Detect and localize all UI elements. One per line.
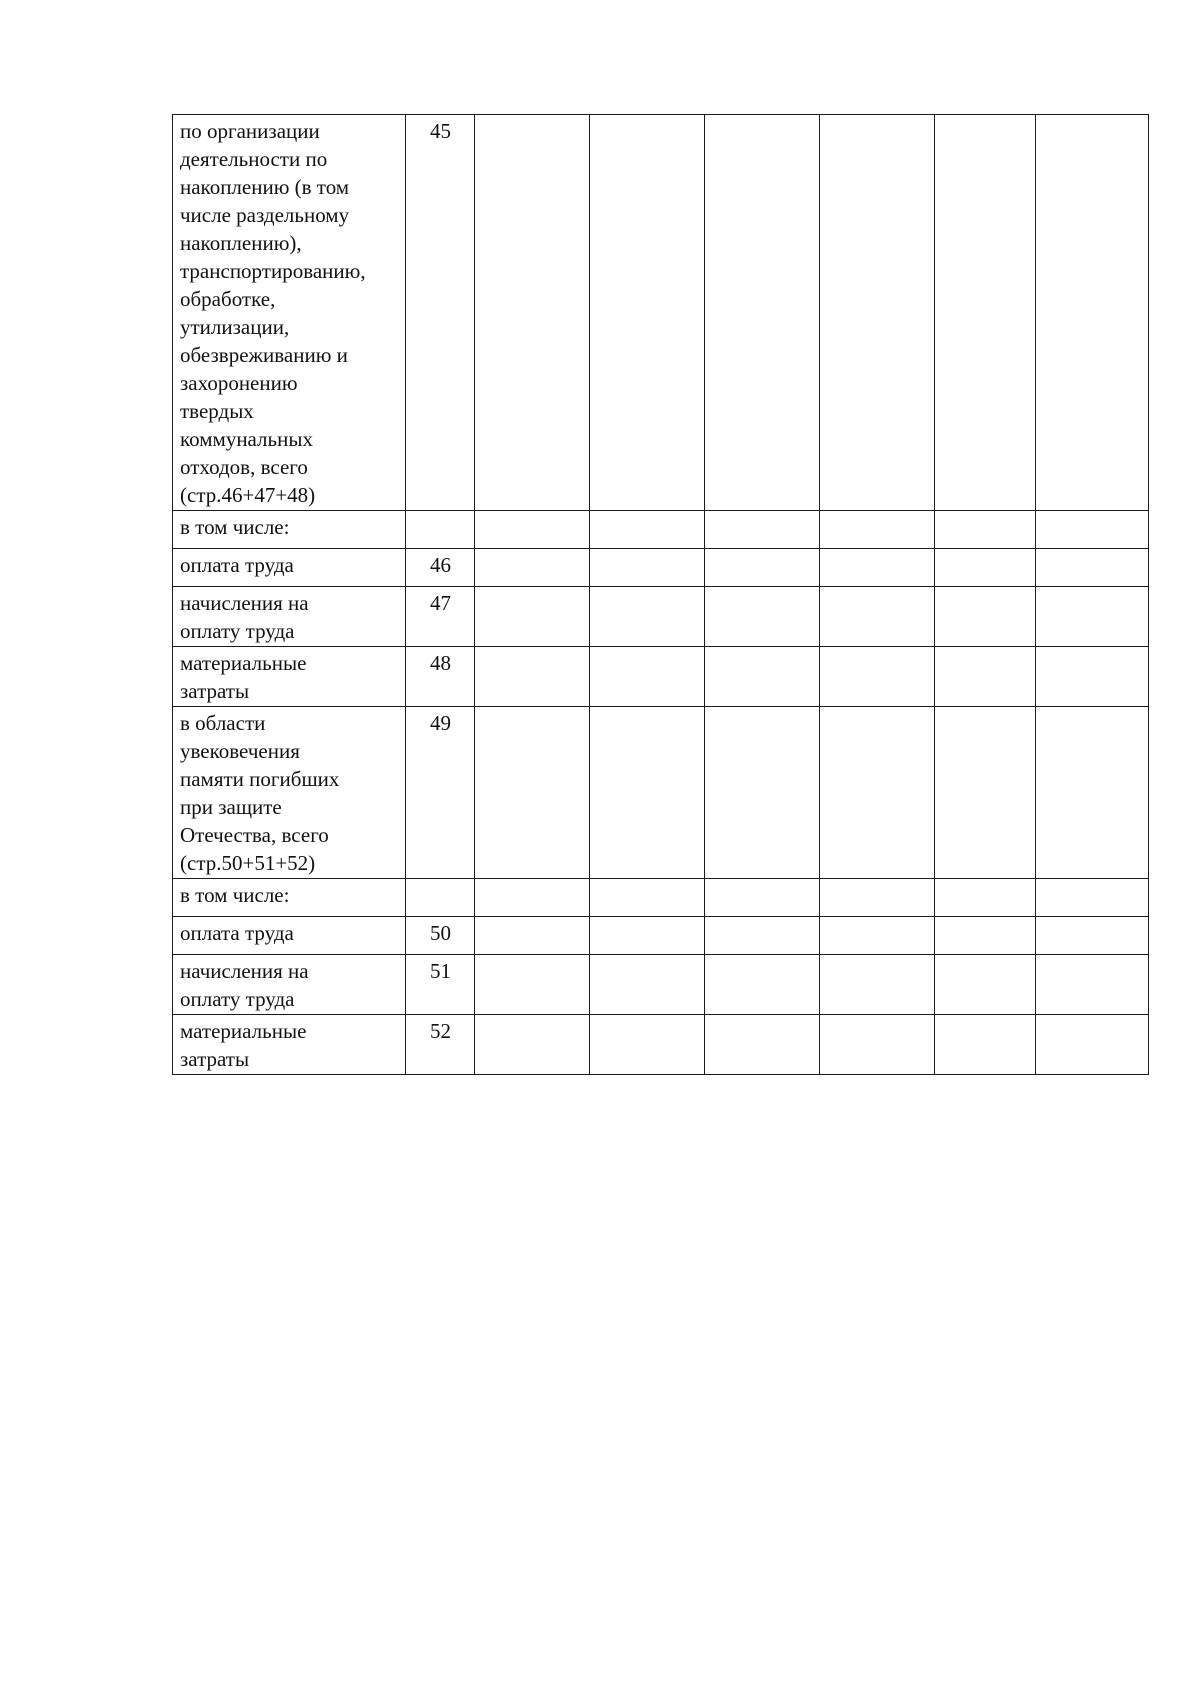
table-row <box>173 955 1149 1015</box>
value-cell <box>935 115 1036 511</box>
table-row <box>173 587 1149 647</box>
value-cell <box>475 955 590 1015</box>
value-cell <box>935 587 1036 647</box>
value-cell <box>1036 879 1149 917</box>
value-cell <box>705 955 820 1015</box>
row-label: начисления на оплату труда <box>173 587 406 647</box>
value-cell <box>475 879 590 917</box>
value-cell <box>590 1015 705 1075</box>
value-cell <box>705 917 820 955</box>
table-row <box>173 511 1149 549</box>
value-cell <box>820 647 935 707</box>
row-code: 50 <box>406 917 475 955</box>
value-cell <box>1036 647 1149 707</box>
table-row <box>173 917 1149 955</box>
value-cell <box>590 549 705 587</box>
value-cell <box>475 707 590 879</box>
value-cell <box>590 511 705 549</box>
value-cell <box>590 115 705 511</box>
row-label: в том числе: <box>173 511 406 549</box>
value-cell <box>475 1015 590 1075</box>
value-cell <box>1036 917 1149 955</box>
value-cell <box>590 707 705 879</box>
value-cell <box>475 511 590 549</box>
row-code: 47 <box>406 587 475 647</box>
value-cell <box>705 879 820 917</box>
value-cell <box>820 955 935 1015</box>
value-cell <box>935 879 1036 917</box>
value-cell <box>590 587 705 647</box>
table-row <box>173 879 1149 917</box>
value-cell <box>705 511 820 549</box>
value-cell <box>1036 549 1149 587</box>
value-cell <box>820 917 935 955</box>
value-cell <box>1036 115 1149 511</box>
row-code: 52 <box>406 1015 475 1075</box>
value-cell <box>820 115 935 511</box>
value-cell <box>705 707 820 879</box>
row-code: 51 <box>406 955 475 1015</box>
value-cell <box>935 511 1036 549</box>
value-cell <box>1036 1015 1149 1075</box>
row-label: начисления на оплату труда <box>173 955 406 1015</box>
value-cell <box>1036 587 1149 647</box>
value-cell <box>820 879 935 917</box>
row-code: 48 <box>406 647 475 707</box>
value-cell <box>705 549 820 587</box>
table-row <box>173 1015 1149 1075</box>
value-cell <box>590 879 705 917</box>
value-cell <box>935 549 1036 587</box>
expenses-table <box>172 114 1149 1075</box>
value-cell <box>935 647 1036 707</box>
row-code: 46 <box>406 549 475 587</box>
table-row <box>173 549 1149 587</box>
value-cell <box>590 647 705 707</box>
value-cell <box>1036 955 1149 1015</box>
value-cell <box>590 917 705 955</box>
value-cell <box>935 1015 1036 1075</box>
row-label: оплата труда <box>173 917 406 955</box>
row-label: оплата труда <box>173 549 406 587</box>
value-cell <box>705 587 820 647</box>
value-cell <box>705 647 820 707</box>
value-cell <box>820 1015 935 1075</box>
value-cell <box>475 647 590 707</box>
value-cell <box>705 1015 820 1075</box>
value-cell <box>475 917 590 955</box>
row-code: 45 <box>406 115 475 511</box>
value-cell <box>475 587 590 647</box>
value-cell <box>820 549 935 587</box>
row-label: материальные затраты <box>173 1015 406 1075</box>
row-label: в том числе: <box>173 879 406 917</box>
table-row <box>173 647 1149 707</box>
row-code <box>406 511 475 549</box>
row-label: материальные затраты <box>173 647 406 707</box>
value-cell <box>935 955 1036 1015</box>
table-body <box>173 115 1149 1075</box>
table-row <box>173 707 1149 879</box>
value-cell <box>1036 707 1149 879</box>
value-cell <box>705 115 820 511</box>
value-cell <box>935 917 1036 955</box>
row-label: в области увековечения памяти погибших при защите Отечества, всего (стр.50+51+52) <box>173 707 406 879</box>
row-code <box>406 879 475 917</box>
value-cell <box>475 115 590 511</box>
value-cell <box>935 707 1036 879</box>
value-cell <box>820 511 935 549</box>
value-cell <box>1036 511 1149 549</box>
row-label: по организации деятельности по накоплению (в том числе раздельному накоплению), транспортированию, обработке, утилизации, обезвреживанию и захоронению твердых коммунальных отходов, всего (стр.46+47+48) <box>173 115 406 511</box>
value-cell <box>590 955 705 1015</box>
value-cell <box>475 549 590 587</box>
value-cell <box>820 587 935 647</box>
table-row <box>173 115 1149 511</box>
row-code: 49 <box>406 707 475 879</box>
value-cell <box>820 707 935 879</box>
